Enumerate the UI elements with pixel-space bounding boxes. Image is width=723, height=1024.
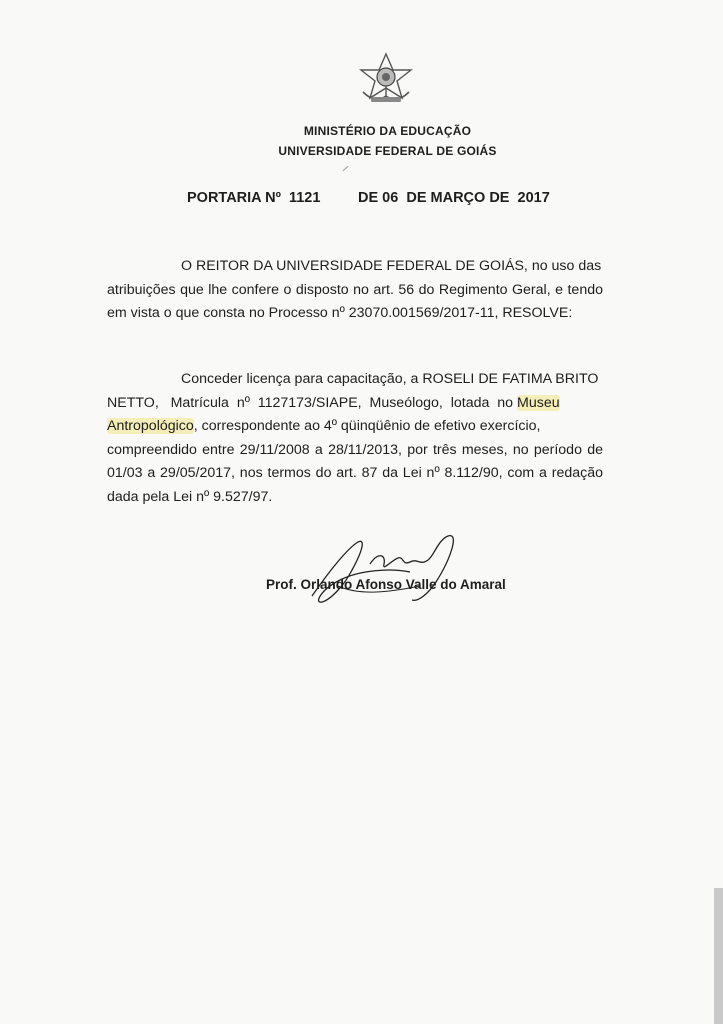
resolution-line: dada pela Lei nº 9.527/97.: [107, 488, 273, 505]
resolution-line: [107, 392, 603, 416]
resolution-text: NETTO, Matrícula nº 1127173/SIAPE, Museólogo, lotada no: [107, 394, 518, 411]
resolution-line: 01/03 a 29/05/2017, nos termos do art. 87 da Lei nº 8.112/90, com a redação: [107, 465, 603, 481]
highlighted-text: Museu: [517, 394, 560, 411]
portaria-date: DE 06 DE MARÇO DE 2017: [358, 190, 550, 206]
ministry-title: MINISTÉRIO DA EDUCAÇÃO: [303, 124, 472, 138]
signer-name: Prof. Orlando Afonso Valle do Amaral: [266, 577, 506, 592]
resolution-line: compreendido entre 29/11/2008 a 28/11/2013, por três meses, no período de: [107, 441, 603, 458]
scan-mark: [342, 166, 348, 171]
preamble-line: atribuições que lhe confere o disposto no art. 56 do Regimento Geral, e tendo: [107, 281, 603, 298]
resolution-text: , correspondente ao 4º qüinqüênio de efetivo exercício,: [193, 418, 541, 434]
resolution-paragraph: [107, 368, 603, 509]
scan-edge-shadow: [714, 888, 723, 1024]
resolution-line: [107, 415, 603, 439]
handwritten-signature: [300, 530, 480, 610]
preamble-paragraph: [107, 255, 603, 326]
university-title: UNIVERSIDADE FEDERAL DE GOIÁS: [278, 144, 497, 158]
resolution-line: Conceder licença para capacitação, a ROSELI DE FATIMA BRITO: [181, 371, 599, 387]
preamble-line: em vista o que consta no Processo nº 23070.001569/2017-11, RESOLVE:: [107, 305, 573, 321]
preamble-line: O REITOR DA UNIVERSIDADE FEDERAL DE GOIÁS, no uso das: [181, 258, 602, 274]
coat-of-arms-icon: [357, 52, 415, 106]
portaria-number: PORTARIA Nº 1121: [187, 190, 321, 206]
highlighted-text: Antropológico: [107, 418, 194, 434]
